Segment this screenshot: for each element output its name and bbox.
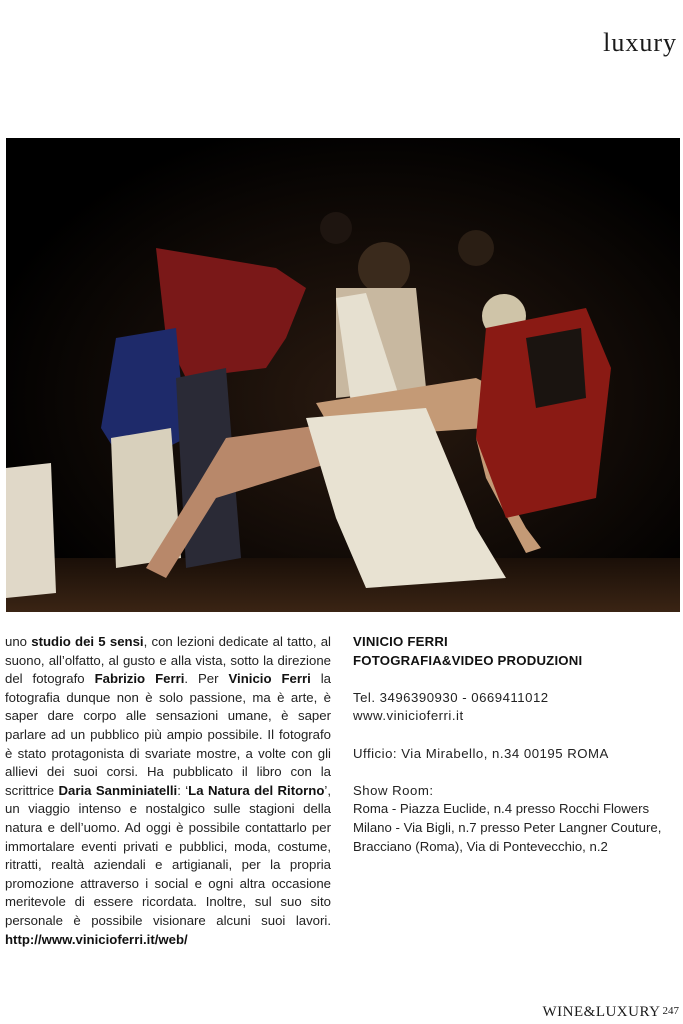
showroom-line: Milano - Via Bigli, n.7 presso Peter Langner Couture, — [353, 819, 662, 835]
contact-phone: Tel. 3496390930 - 0669411012 — [353, 689, 549, 705]
article-bold-segment: Vinicio Ferri — [228, 671, 311, 687]
article-bold-segment: studio dei 5 sensi — [31, 634, 144, 649]
article-text-segment: . Per — [184, 671, 229, 687]
article-text-segment: uno — [5, 634, 32, 649]
contact-block — [353, 633, 681, 856]
article-text-segment: la fotografia dunque non è solo passione, ma è arte, è saper dare corpo alle sensazioni umane, è saper parlare ad un pubblico più ampio possibile. Il fotografo è stato protagonista di svariate mostre, a volte con gli allievi dei suoi corsi. Ha pubblicato il libro con la scrittrice — [5, 671, 331, 798]
article-photo — [6, 138, 680, 612]
article-text-segment: ’, un viaggio intenso e nostalgico sulle stagioni della natura e dell’uomo. Ad oggi è possibile contattarlo per immortalare eventi privati e pubblici, moda, costume, ritratti, realtà aziendali e artigianali, per la propria promozione attraverso i social e ogni altra occasione meritevole di essere ricordata. Inoltre, sul suo sito personale è possibile visionare alcuni suoi lavori. — [5, 782, 331, 928]
tableau-vivant-image — [6, 138, 680, 612]
article-text-segment: : ‘ — [177, 782, 189, 798]
section-tag: luxury — [603, 28, 677, 57]
article-text — [5, 633, 331, 949]
article-text-segment: , con lezioni dedicate al tatto, al suono, all’olfatto, al gusto e alla vista, sotto la direzione del fotografo — [5, 634, 331, 687]
contact-company: FOTOGRAFIA&VIDEO PRODUZIONI — [353, 652, 583, 668]
showroom-line: Roma - Piazza Euclide, n.4 presso Rocchi Flowers — [353, 801, 650, 817]
article-bold-segment[interactable]: http://www.vinicioferri.it/web/ — [5, 931, 188, 947]
article-bold-segment: Daria Sanminiatelli — [58, 782, 178, 798]
contact-office: Ufficio: Via Mirabello, n.34 00195 ROMA — [353, 745, 609, 761]
contact-name: VINICIO FERRI — [353, 634, 448, 649]
contact-website[interactable]: www.vinicioferri.it — [353, 708, 464, 724]
article-bold-segment: La Natura del Ritorno — [188, 782, 325, 798]
article-bold-segment: Fabrizio Ferri — [94, 671, 185, 687]
showroom-label: Show Room: — [353, 782, 434, 798]
page-number: 247 — [662, 1005, 679, 1017]
showroom-line: Bracciano (Roma), Via di Pontevecchio, n.2 — [353, 838, 608, 854]
page-footer — [543, 1003, 680, 1021]
magazine-brand: WINE&LUXURY — [542, 1004, 661, 1020]
